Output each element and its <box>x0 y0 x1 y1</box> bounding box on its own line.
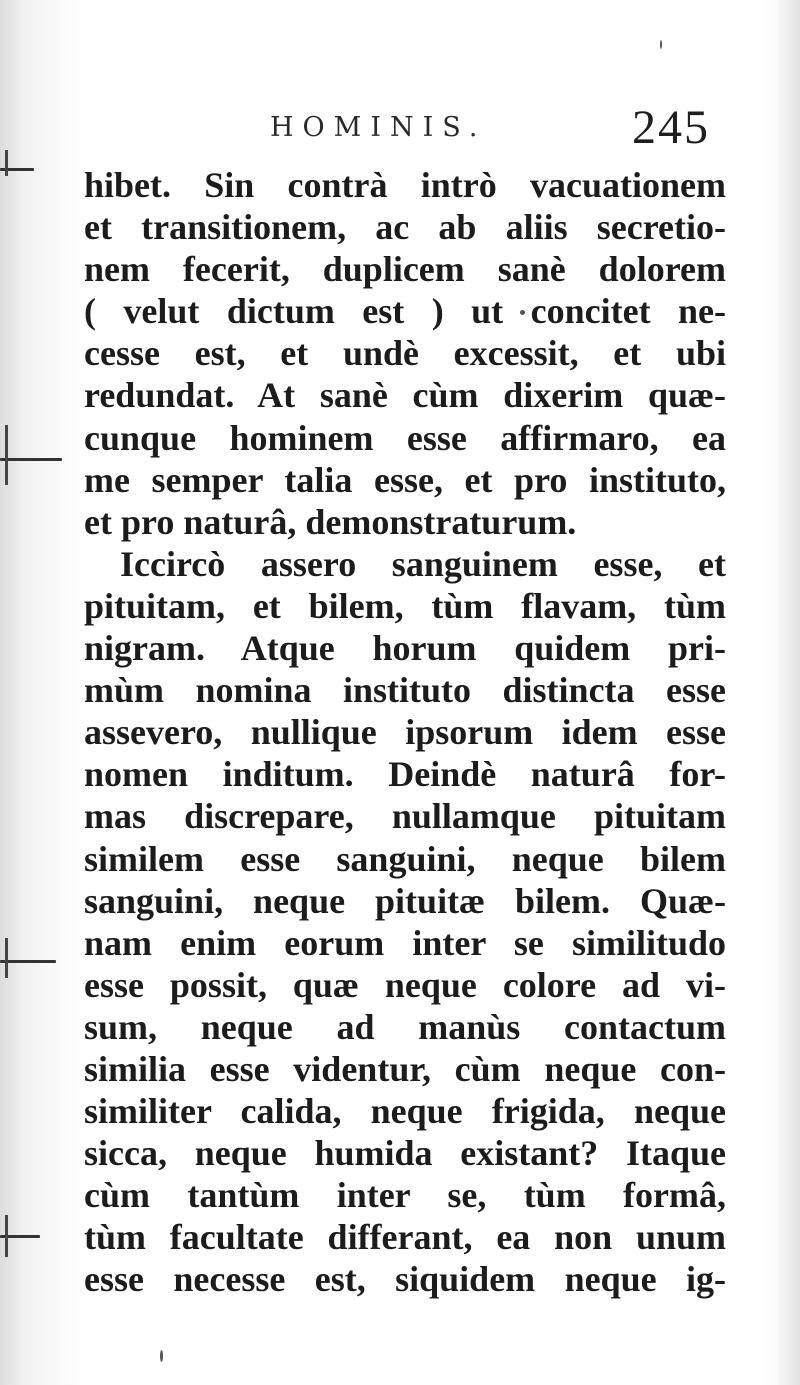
ink-speck <box>660 40 662 49</box>
text-line: ( velut dictum est ) ut concitet ne- <box>84 291 726 332</box>
text-line: cùm tantùm inter se, tùm formâ, <box>84 1175 726 1216</box>
text-line: cesse est, et undè excessit, et ubi <box>84 333 726 374</box>
text-line: mas discrepare, nullamque pituitam <box>84 796 726 837</box>
margin-mark <box>0 960 56 963</box>
page-left-edge <box>0 0 22 1385</box>
text-line: nigram. Atque horum quidem pri- <box>84 628 726 669</box>
text-line: esse possit, quæ neque colore ad vi- <box>84 964 726 1005</box>
page-right-edge <box>778 0 800 1385</box>
text-line: et transitionem, ac ab aliis secretio- <box>84 207 726 248</box>
text-line: cunque hominem esse affirmaro, ea <box>84 417 726 458</box>
text-line: similem esse sanguini, neque bilem <box>84 838 726 879</box>
text-line: me semper talia esse, et pro instituto, <box>84 459 726 500</box>
text-line: mùm nomina instituto distincta esse <box>84 670 726 711</box>
margin-mark <box>5 150 8 176</box>
text-line: redundat. At sanè cùm dixerim quæ- <box>84 375 726 416</box>
margin-mark <box>0 458 62 461</box>
text-line: sum, neque ad manùs contactum <box>84 1006 726 1047</box>
text-line: similiter calida, neque frigida, neque <box>84 1091 726 1132</box>
text-line: assevero, nullique ipsorum idem esse <box>84 712 726 753</box>
page-number: 245 <box>632 101 710 154</box>
margin-mark <box>5 425 8 485</box>
body-text <box>84 164 726 1301</box>
text-line: sicca, neque humida existant? Itaque <box>84 1133 726 1174</box>
text-line: hibet. Sin contrà intrò vacuationem <box>84 165 726 205</box>
margin-mark <box>5 938 8 978</box>
text-line: esse necesse est, siquidem neque ig- <box>84 1259 726 1300</box>
ink-speck <box>160 1350 163 1362</box>
text-line: sanguini, neque pituitæ bilem. Quæ- <box>84 880 726 921</box>
text-line: nam enim eorum inter se similitudo <box>84 922 726 963</box>
text-line: tùm facultate differant, ea non unum <box>84 1217 726 1258</box>
text-line: similia esse videntur, cùm neque con- <box>84 1048 726 1089</box>
margin-mark <box>5 1215 8 1257</box>
text-line: nomen inditum. Deindè naturâ for- <box>84 754 726 795</box>
running-head: HOMINIS. <box>270 112 487 143</box>
text-line: pituitam, et bilem, tùm flavam, tùm <box>84 585 726 626</box>
paragraph-start-line: Iccircò assero sanguinem esse, et <box>120 543 726 584</box>
text-line: nem fecerit, duplicem sanè dolorem <box>84 249 726 290</box>
paragraph-end-line: et pro naturâ, demonstraturum. <box>84 501 577 542</box>
